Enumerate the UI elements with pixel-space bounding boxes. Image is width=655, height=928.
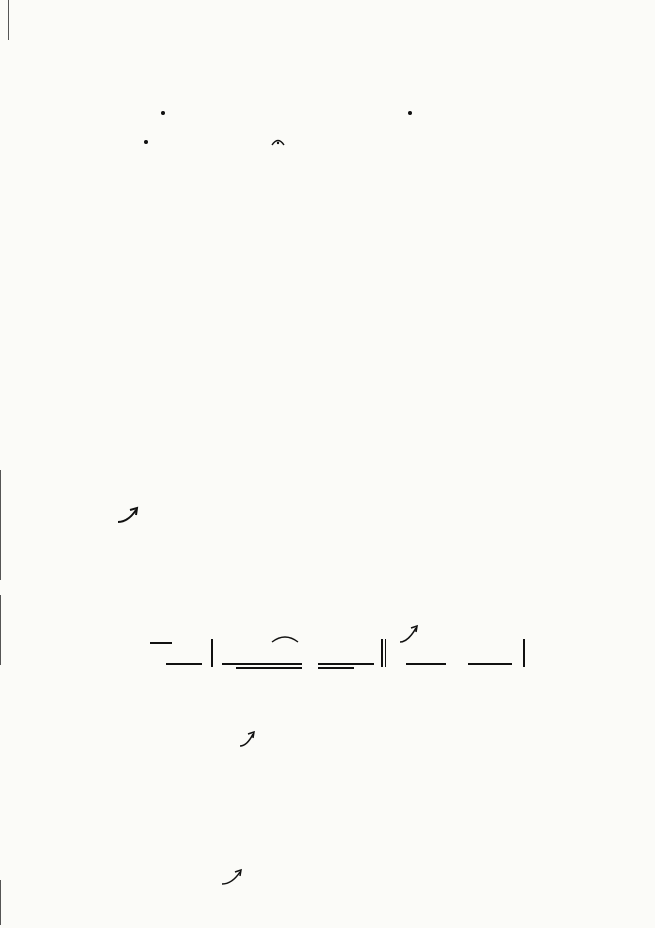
scan-edge [0,595,1,665]
beat-line [318,667,354,669]
slide-up-icon [220,868,246,886]
beat-line [222,663,302,665]
barline [523,639,525,667]
beat-line [166,663,202,665]
dot-mark [144,140,148,144]
beat-line [468,663,512,665]
scan-edge [0,470,1,580]
scan-edge [0,880,1,925]
upslide-symbol-icon [116,504,142,526]
dot-mark [408,111,412,115]
scan-edge [8,0,9,40]
dot-mark [161,111,165,115]
barline [385,639,386,667]
beat-line [406,663,446,665]
slide-up-icon [398,622,422,646]
slide-up-icon [238,728,258,748]
beat-line [236,667,302,669]
tie-icon [270,633,300,643]
beat-line [318,663,374,665]
fermata-icon [270,136,286,146]
barline [211,639,213,667]
beat-line [150,642,172,644]
barline [381,639,383,667]
